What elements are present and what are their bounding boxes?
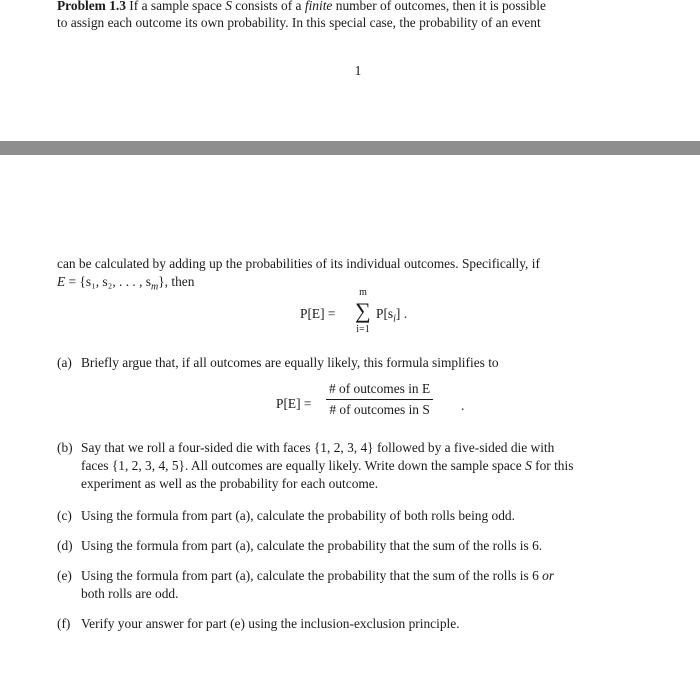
part-b-line2: faces {1, 2, 3, 4, 5}. All outcomes are equally likely. Write down the sample space S for this xyxy=(81,458,574,473)
sum-upper-limit: m xyxy=(359,287,367,298)
page-divider xyxy=(0,141,700,155)
outcomes-fraction xyxy=(326,381,433,418)
part-a: (a) Briefly argue that, if all outcomes are equally likely, this formula simplifies to xyxy=(57,355,499,370)
part-b-line3: experiment as well as the probability for each outcome. xyxy=(81,476,379,491)
problem-intro-line2: to assign each outcome its own probability. In this special case, the probability of an event xyxy=(57,15,541,30)
sum-term: $P[s_i]$ . xyxy=(376,306,408,325)
sigma-symbol: ∑ xyxy=(355,298,371,323)
part-e-line2: both rolls are odd. xyxy=(81,586,179,601)
fraction-lhs: P[E] = xyxy=(276,396,312,411)
part-d: (d) Using the formula from part (a), calculate the probability that the sum of the rolls is 6. xyxy=(57,538,543,553)
part-f: (f) Verify your answer for part (e) using the inclusion-exclusion principle. xyxy=(57,616,460,631)
problem-label: Problem 1.3 xyxy=(57,0,126,13)
part-c: (c) Using the formula from part (a), calculate the probability of both rolls being odd. xyxy=(57,508,515,523)
fraction-numerator: # of outcomes in E xyxy=(326,381,433,400)
problem-header-line: Problem 1.3 If a sample space S consists of a finite number of outcomes, then it is possible xyxy=(57,0,546,13)
page-number: 1 xyxy=(354,63,362,78)
fraction-denominator: # of outcomes in S xyxy=(329,402,430,417)
sum-formula-lhs: P[E] = xyxy=(300,306,336,321)
intro-line2: E = {s₁, s₂, . . . , $s_m$}, then xyxy=(57,274,195,293)
intro-line1: can be calculated by adding up the probabilities of its individual outcomes. Specifically, if xyxy=(57,256,540,271)
sum-lower-limit: i=1 xyxy=(356,324,370,335)
part-b-line1: (b) Say that we roll a four-sided die with faces {1, 2, 3, 4} followed by a five-sided die with xyxy=(57,440,555,455)
part-e-line1: (e) Using the formula from part (a), calculate the probability that the sum of the rolls is 6 or xyxy=(57,568,555,583)
fraction-period: . xyxy=(461,398,465,413)
